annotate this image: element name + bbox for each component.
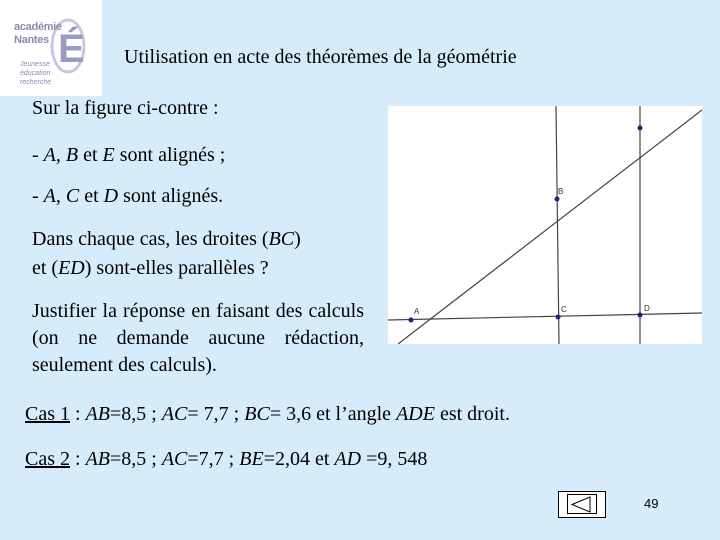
- previous-slide-button[interactable]: [558, 491, 606, 518]
- point-e: [638, 126, 643, 131]
- bullet-1: - A, B et E sont alignés ;: [32, 144, 226, 166]
- geometry-figure: [388, 106, 702, 344]
- label-c: C: [561, 305, 567, 314]
- logo-sub3: recherche: [20, 79, 52, 86]
- point-c: [556, 315, 561, 320]
- justify-instruction: Justifier la réponse en faisant des calculs (on ne demande aucune rédaction, seulement des calculs).: [32, 300, 364, 376]
- logo-sub2: éducation: [20, 70, 51, 77]
- slide-title: Utilisation en acte des théorèmes de la géométrie: [124, 46, 517, 68]
- point-a: [409, 318, 414, 323]
- point-d: [638, 313, 643, 318]
- bullet-2: - A, C et D sont alignés.: [32, 185, 224, 207]
- logo-line1: académie: [14, 21, 62, 33]
- intro-text: Sur la figure ci-contre :: [32, 97, 219, 119]
- cas-1: Cas 1 : AB=8,5 ; AC= 7,7 ; BC= 3,6 et l’angle ADE est droit.: [25, 403, 510, 425]
- logo-letter: É: [58, 27, 85, 71]
- logo-line2: Nantes: [14, 34, 49, 46]
- geometry-figure-svg: [388, 106, 702, 344]
- question-line-2: et (ED) sont-elles parallèles ?: [32, 257, 269, 279]
- logo-sub1: Jeunesse: [20, 61, 50, 68]
- label-d: D: [644, 304, 650, 313]
- point-b: [555, 197, 560, 202]
- question-line-1: Dans chaque cas, les droites (BC): [32, 228, 301, 250]
- line-acd: [388, 313, 702, 320]
- page-number: 49: [644, 496, 659, 511]
- line-abe: [398, 110, 702, 344]
- line-bc: [556, 106, 559, 344]
- cas-2: Cas 2 : AB=8,5 ; AC=7,7 ; BE=2,04 et AD =9, 548: [25, 448, 428, 470]
- academie-nantes-logo: [0, 0, 102, 96]
- label-a: A: [414, 307, 420, 316]
- label-b: B: [558, 187, 564, 196]
- triangle-left-icon: [559, 492, 605, 517]
